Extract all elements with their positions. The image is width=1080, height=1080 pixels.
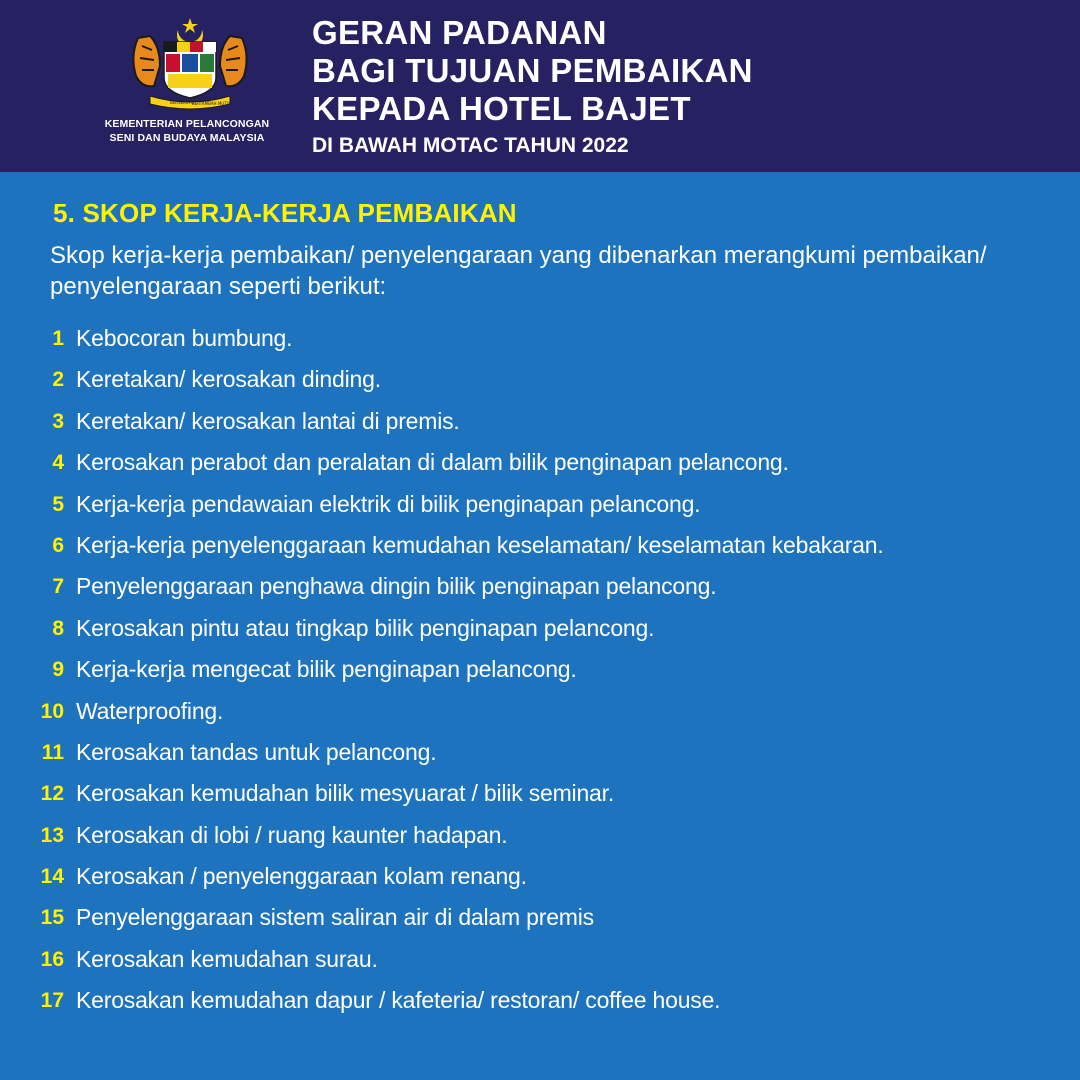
list-item-number: 16 [40,947,64,971]
list-item [0,613,1080,654]
title-line-3: KEPADA HOTEL BAJET [312,90,691,127]
list-item-number: 5 [52,492,64,516]
ministry-name-line1: KEMENTERIAN PELANCONGAN [104,118,270,130]
list-item-text: Kerosakan tandas untuk pelancong. [76,738,437,765]
list-item-text: Kerosakan kemudahan surau. [76,945,378,972]
list-item [0,902,1080,943]
list-item-text: Penyelenggaraan sistem saliran air di dalam premis [76,904,594,931]
list-item [0,654,1080,695]
list-item-text: Kebocoran bumbung. [76,325,293,351]
list-item [0,447,1080,488]
list-item-number: 6 [52,533,64,557]
list-item-number: 3 [52,409,64,433]
list-item-number: 4 [52,451,64,475]
list-item-number: 2 [52,368,64,392]
list-item-text: Keretakan/ kerosakan lantai di premis. [76,407,460,434]
logo-motto-left: BERSEKUTU [170,100,194,105]
list-item-number: 14 [40,865,64,889]
list-item-text: Kerja-kerja mengecat bilik penginapan pelancong. [76,656,577,683]
list-item-text: Kerosakan perabot dan peralatan di dalam bilik penginapan pelancong. [76,449,789,476]
scope-list [0,323,1080,1027]
list-item-text: Kerja-kerja pendawaian elektrik di bilik penginapan pelancong. [76,490,701,517]
list-item [0,696,1080,737]
list-item-number: 11 [41,740,64,764]
list-item [0,820,1080,861]
page-subtitle: DI BAWAH MOTAC TAHUN 2022 [312,134,629,157]
list-item-number: 8 [52,616,64,640]
page-title [312,14,753,159]
list-item-number: 17 [40,989,64,1013]
list-item [0,944,1080,985]
list-item-number: 13 [40,823,64,847]
list-item [0,364,1080,405]
list-item [0,737,1080,778]
list-item [0,571,1080,612]
list-item-text: Kerja-kerja penyelenggaraan kemudahan keselamatan/ keselamatan kebakaran. [76,531,884,558]
list-item-number: 15 [40,906,64,930]
title-line-2: BAGI TUJUAN PEMBAIKAN [312,52,753,89]
list-item [0,406,1080,447]
list-item-text: Kerosakan kemudahan bilik mesyuarat / bilik seminar. [76,780,615,807]
list-item-number: 1 [52,327,64,350]
list-item-text: Kerosakan / penyelenggaraan kolam renang. [76,863,527,890]
list-item-number: 9 [52,658,64,682]
list-item-text: Waterproofing. [76,697,224,724]
list-item-text: Penyelenggaraan penghawa dingin bilik penginapan pelancong. [76,573,717,600]
title-line-1: GERAN PADANAN [312,14,607,51]
list-item [0,985,1080,1026]
list-item-text: Keretakan/ kerosakan dinding. [76,366,381,393]
logo-motto-right: BERTAMBAH MUTU [192,101,230,106]
list-item-number: 10 [40,699,64,723]
section-intro: Skop kerja-kerja pembaikan/ penyelengaraan yang dibenarkan merangkumi pembaikan/ penyelengaraan seperti berikut: [50,242,987,300]
section-heading: 5. SKOP KERJA-KERJA PEMBAIKAN [53,198,517,228]
list-item [0,778,1080,819]
ministry-name [92,117,282,145]
coat-of-arms-logo [120,16,260,112]
list-item [0,489,1080,530]
list-item [0,530,1080,571]
list-item [0,861,1080,902]
list-item-text: Kerosakan kemudahan dapur / kafeteria/ restoran/ coffee house. [76,987,721,1014]
list-item-number: 7 [52,575,64,599]
list-item-text: Kerosakan di lobi / ruang kaunter hadapan. [76,821,508,848]
list-item-text: Kerosakan pintu atau tingkap bilik penginapan pelancong. [76,614,655,641]
list-item [0,323,1080,364]
list-item-number: 12 [40,782,64,806]
header-banner [0,0,1080,172]
ministry-name-line2: SENI DAN BUDAYA MALAYSIA [109,132,265,144]
